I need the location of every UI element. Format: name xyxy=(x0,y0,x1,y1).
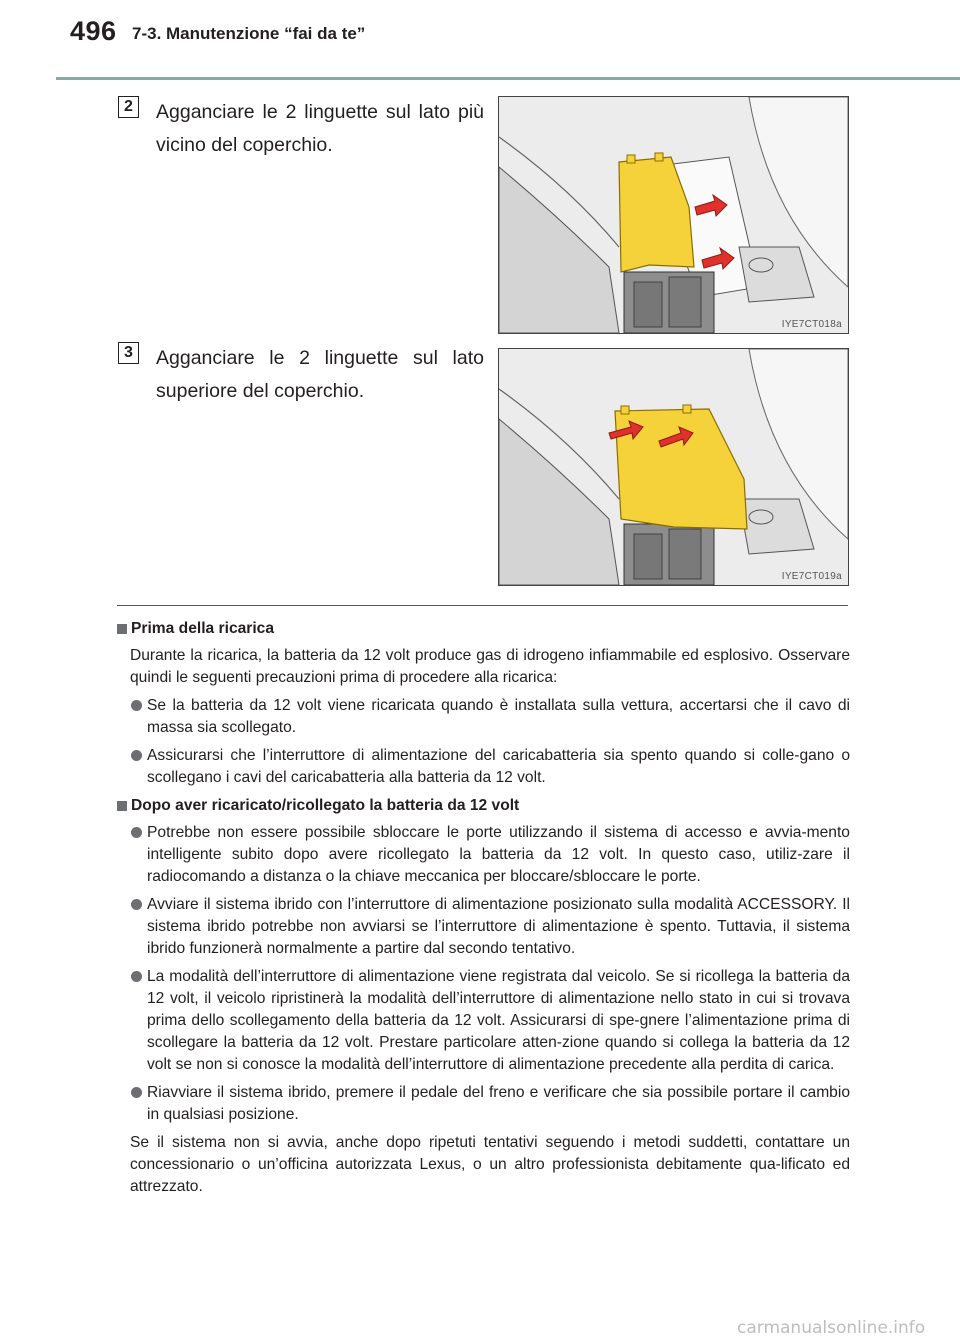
step-number-badge: 2 xyxy=(118,96,139,118)
notes-section xyxy=(117,618,850,1204)
circle-bullet-icon xyxy=(131,827,142,838)
square-bullet-icon xyxy=(117,801,127,811)
cover-hooks-side-illustration xyxy=(499,97,848,333)
circle-bullet-icon xyxy=(131,700,142,711)
paragraph: Se il sistema non si avvia, anche dopo ripetuti tentativi seguendo i metodi suddetti, contattare un concessionario o un’officina autorizzata Lexus, o un altro professionista debitamente qua-lificato ed attrezzato. xyxy=(130,1134,850,1195)
subsection-heading: Dopo aver ricaricato/ricollegato la batteria da 12 volt xyxy=(117,795,850,817)
circle-bullet-icon xyxy=(131,899,142,910)
list-item: Riavviare il sistema ibrido, premere il pedale del freno e verificare che sia possibile portare il cambio in qualsiasi posizione. xyxy=(117,1082,850,1126)
page-header xyxy=(0,0,960,82)
step-number-badge: 3 xyxy=(118,342,139,364)
list-item: Potrebbe non essere possibile sbloccare le porte utilizzando il sistema di accesso e avvia-mento intelligente subito dopo avere ricollegato la batteria da 12 volt. In questo caso, utiliz-zare il radiocomando a distanza o la chiave meccanica per bloccare/sbloccare le porte. xyxy=(117,822,850,888)
subsection-heading: Prima della ricarica xyxy=(117,618,850,640)
section-divider xyxy=(117,605,848,606)
square-bullet-icon xyxy=(117,624,127,634)
watermark: carmanualsonline.info xyxy=(737,1318,926,1338)
page-number: 496 xyxy=(70,16,117,46)
list-item: Se la batteria da 12 volt viene ricaricata quando è installata sulla vettura, accertarsi che il cavo di massa sia scollegato. xyxy=(117,695,850,739)
circle-bullet-icon xyxy=(131,750,142,761)
circle-bullet-icon xyxy=(131,971,142,982)
circle-bullet-icon xyxy=(131,1087,142,1098)
figure-step-2 xyxy=(498,96,849,334)
header-rule xyxy=(56,77,960,80)
list-item: Assicurarsi che l’interruttore di alimentazione del caricabatteria sia spento quando si colle-gano o scollegano i cavi del caricabatteria alla batteria da 12 volt. xyxy=(117,745,850,789)
figure-code: IYE7CT019a xyxy=(781,571,842,582)
figure-step-3 xyxy=(498,348,849,586)
figure-code: IYE7CT018a xyxy=(781,319,842,330)
section-title: 7-3. Manutenzione “fai da te” xyxy=(132,24,366,43)
cover-hooks-top-illustration xyxy=(499,349,848,585)
list-item: La modalità dell’interruttore di alimentazione viene registrata dal veicolo. Se si ricollega la batteria da 12 volt, il veicolo ripristinerà la modalità dell’interruttore di alimentazione nello stato in cui si trovava prima dello scollegamento della batteria da 12 volt. Assicurarsi di spe-gnere l’alimentazione prima di scollegare la batteria da 12 volt. Prestare particolare atten-zione quando si collega la batteria da 12 volt se non si conosce la modalità dell’interruttore di alimentazione precedente alla perdita di carica. xyxy=(117,966,850,1076)
paragraph: Durante la ricarica, la batteria da 12 volt produce gas di idrogeno infiammabile ed esplosivo. Osservare quindi le seguenti precauzioni prima di procedere alla ricarica: xyxy=(130,647,850,686)
list-item: Avviare il sistema ibrido con l’interruttore di alimentazione posizionato sulla modalità ACCESSORY. Il sistema ibrido potrebbe non avviarsi se l’interruttore di alimentazione è spento. Tuttavia, il sistema ibrido funzionerà normalmente a partire dal secondo tentativo. xyxy=(117,894,850,960)
step-instruction: Agganciare le 2 linguette sul lato superiore del coperchio. xyxy=(156,347,484,402)
step-instruction: Agganciare le 2 linguette sul lato più vicino del coperchio. xyxy=(156,101,484,156)
